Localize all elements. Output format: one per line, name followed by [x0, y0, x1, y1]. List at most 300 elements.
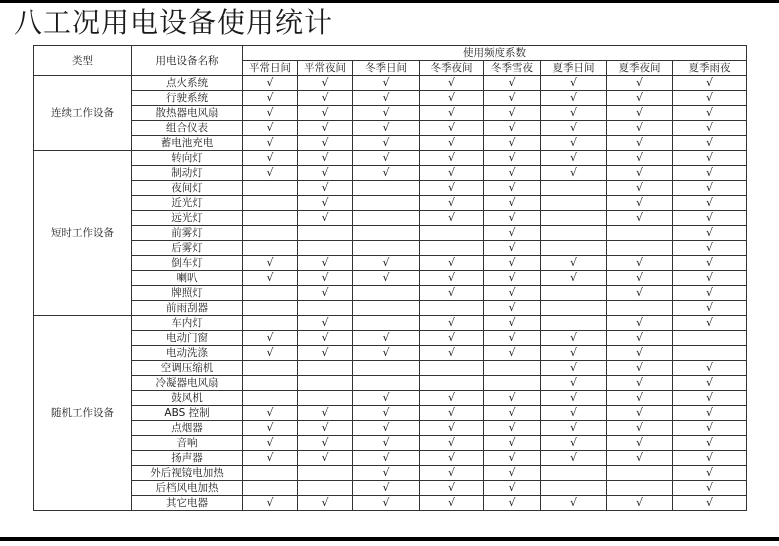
table-row [34, 286, 747, 301]
usage-mark-cell [607, 496, 673, 511]
header-condition: 平常夜间 [298, 61, 353, 76]
check-mark: √ [321, 166, 329, 179]
check-mark: √ [705, 391, 713, 404]
usage-mark-cell [353, 286, 420, 301]
device-name-cell: 牌照灯 [132, 286, 243, 301]
usage-mark-cell [607, 316, 673, 331]
usage-mark-cell [673, 76, 747, 91]
usage-table-body [34, 76, 747, 511]
usage-mark-cell [541, 166, 607, 181]
usage-mark-cell [420, 301, 484, 316]
usage-mark-cell [243, 331, 298, 346]
usage-mark-cell [353, 391, 420, 406]
usage-mark-cell [353, 361, 420, 376]
usage-mark-cell [673, 346, 747, 361]
usage-mark-cell [243, 361, 298, 376]
usage-mark-cell [298, 91, 353, 106]
usage-mark-cell [484, 376, 541, 391]
check-mark: √ [447, 196, 455, 209]
check-mark: √ [266, 256, 274, 269]
check-mark: √ [321, 436, 329, 449]
check-mark: √ [447, 151, 455, 164]
device-name-cell: 散热器电风扇 [132, 106, 243, 121]
device-name-cell: 车内灯 [132, 316, 243, 331]
check-mark: √ [321, 316, 329, 329]
usage-mark-cell [243, 121, 298, 136]
check-mark: √ [569, 106, 577, 119]
check-mark: √ [447, 466, 455, 479]
check-mark: √ [569, 91, 577, 104]
check-mark: √ [447, 316, 455, 329]
usage-mark-cell [420, 181, 484, 196]
usage-mark-cell [298, 391, 353, 406]
usage-mark-cell [420, 106, 484, 121]
usage-mark-cell [243, 406, 298, 421]
check-mark: √ [508, 241, 516, 254]
usage-mark-cell [353, 421, 420, 436]
usage-mark-cell [673, 286, 747, 301]
device-name-cell: 鼓风机 [132, 391, 243, 406]
usage-mark-cell [673, 136, 747, 151]
usage-mark-cell [607, 226, 673, 241]
usage-mark-cell [484, 361, 541, 376]
check-mark: √ [321, 76, 329, 89]
usage-mark-cell [298, 316, 353, 331]
check-mark: √ [635, 436, 643, 449]
device-name-cell: 其它电器 [132, 496, 243, 511]
check-mark: √ [705, 136, 713, 149]
check-mark: √ [569, 166, 577, 179]
check-mark: √ [705, 481, 713, 494]
check-mark: √ [569, 121, 577, 134]
usage-mark-cell [541, 436, 607, 451]
usage-mark-cell [541, 301, 607, 316]
usage-mark-cell [298, 496, 353, 511]
check-mark: √ [635, 496, 643, 509]
check-mark: √ [382, 451, 390, 464]
check-mark: √ [382, 151, 390, 164]
usage-mark-cell [607, 241, 673, 256]
usage-mark-cell [243, 376, 298, 391]
header-condition: 冬季夜间 [420, 61, 484, 76]
check-mark: √ [508, 91, 516, 104]
usage-mark-cell [298, 76, 353, 91]
usage-mark-cell [243, 106, 298, 121]
check-mark: √ [635, 136, 643, 149]
table-row [34, 271, 747, 286]
check-mark: √ [508, 106, 516, 119]
check-mark: √ [447, 436, 455, 449]
usage-mark-cell [298, 466, 353, 481]
check-mark: √ [447, 76, 455, 89]
usage-mark-cell [541, 331, 607, 346]
check-mark: √ [382, 481, 390, 494]
check-mark: √ [705, 406, 713, 419]
usage-mark-cell [420, 196, 484, 211]
usage-mark-cell [243, 466, 298, 481]
check-mark: √ [635, 331, 643, 344]
check-mark: √ [266, 106, 274, 119]
check-mark: √ [447, 256, 455, 269]
usage-mark-cell [484, 316, 541, 331]
usage-mark-cell [673, 226, 747, 241]
usage-mark-cell [607, 421, 673, 436]
check-mark: √ [321, 136, 329, 149]
check-mark: √ [382, 121, 390, 134]
check-mark: √ [705, 76, 713, 89]
check-mark: √ [321, 406, 329, 419]
check-mark: √ [569, 406, 577, 419]
check-mark: √ [635, 76, 643, 89]
usage-mark-cell [607, 481, 673, 496]
check-mark: √ [382, 76, 390, 89]
usage-mark-cell [607, 301, 673, 316]
check-mark: √ [705, 421, 713, 434]
check-mark: √ [569, 346, 577, 359]
usage-mark-cell [607, 151, 673, 166]
table-row [34, 361, 747, 376]
usage-mark-cell [484, 256, 541, 271]
device-name-cell: 前雾灯 [132, 226, 243, 241]
check-mark: √ [321, 256, 329, 269]
usage-mark-cell [607, 136, 673, 151]
usage-mark-cell [243, 136, 298, 151]
usage-mark-cell [243, 91, 298, 106]
usage-mark-cell [420, 211, 484, 226]
device-name-cell: 外后视镜电加热 [132, 466, 243, 481]
check-mark: √ [705, 91, 713, 104]
device-name-cell: 近光灯 [132, 196, 243, 211]
usage-mark-cell [607, 436, 673, 451]
usage-mark-cell [484, 451, 541, 466]
usage-mark-cell [298, 136, 353, 151]
device-name-cell: 转向灯 [132, 151, 243, 166]
check-mark: √ [705, 226, 713, 239]
check-mark: √ [569, 271, 577, 284]
check-mark: √ [705, 286, 713, 299]
usage-mark-cell [541, 256, 607, 271]
check-mark: √ [635, 196, 643, 209]
usage-mark-cell [420, 226, 484, 241]
usage-mark-cell [298, 301, 353, 316]
check-mark: √ [569, 421, 577, 434]
check-mark: √ [508, 166, 516, 179]
check-mark: √ [635, 271, 643, 284]
usage-mark-cell [541, 226, 607, 241]
usage-mark-cell [420, 241, 484, 256]
bottom-rule [0, 537, 779, 541]
device-name-cell: 蓄电池充电 [132, 136, 243, 151]
usage-mark-cell [353, 91, 420, 106]
usage-mark-cell [420, 331, 484, 346]
device-name-cell: 电动洗涤 [132, 346, 243, 361]
check-mark: √ [266, 346, 274, 359]
usage-mark-cell [298, 121, 353, 136]
usage-mark-cell [484, 91, 541, 106]
usage-mark-cell [353, 181, 420, 196]
check-mark: √ [321, 286, 329, 299]
usage-mark-cell [298, 166, 353, 181]
usage-mark-cell [298, 106, 353, 121]
usage-mark-cell [484, 406, 541, 421]
check-mark: √ [508, 121, 516, 134]
check-mark: √ [635, 346, 643, 359]
usage-mark-cell [484, 151, 541, 166]
table-row [34, 451, 747, 466]
usage-mark-cell [673, 151, 747, 166]
usage-mark-cell [353, 211, 420, 226]
usage-mark-cell [484, 331, 541, 346]
device-name-cell: 电动门窗 [132, 331, 243, 346]
check-mark: √ [508, 316, 516, 329]
usage-mark-cell [607, 256, 673, 271]
usage-mark-cell [673, 376, 747, 391]
usage-mark-cell [243, 496, 298, 511]
table-row [34, 166, 747, 181]
usage-mark-cell [353, 451, 420, 466]
usage-mark-cell [484, 496, 541, 511]
check-mark: √ [321, 346, 329, 359]
device-name-cell: 点火系统 [132, 76, 243, 91]
usage-mark-cell [673, 451, 747, 466]
check-mark: √ [266, 121, 274, 134]
check-mark: √ [705, 451, 713, 464]
check-mark: √ [635, 106, 643, 119]
usage-mark-cell [484, 241, 541, 256]
usage-mark-cell [420, 91, 484, 106]
usage-mark-cell [541, 466, 607, 481]
usage-mark-cell [541, 376, 607, 391]
usage-mark-cell [541, 346, 607, 361]
usage-mark-cell [607, 91, 673, 106]
check-mark: √ [508, 346, 516, 359]
table-row [34, 136, 747, 151]
table-row [34, 226, 747, 241]
usage-mark-cell [607, 106, 673, 121]
check-mark: √ [705, 496, 713, 509]
device-name-cell: 后档风电加热 [132, 481, 243, 496]
usage-mark-cell [353, 376, 420, 391]
usage-mark-cell [673, 406, 747, 421]
check-mark: √ [447, 481, 455, 494]
page-title: 八工况用电设备使用统计 [14, 6, 334, 39]
usage-mark-cell [298, 196, 353, 211]
check-mark: √ [705, 301, 713, 314]
usage-mark-cell [607, 166, 673, 181]
check-mark: √ [705, 241, 713, 254]
usage-mark-cell [243, 181, 298, 196]
check-mark: √ [321, 196, 329, 209]
check-mark: √ [705, 106, 713, 119]
check-mark: √ [705, 256, 713, 269]
usage-mark-cell [353, 136, 420, 151]
usage-mark-cell [298, 481, 353, 496]
device-name-cell: ABS 控制 [132, 406, 243, 421]
table-row [34, 331, 747, 346]
usage-mark-cell [243, 481, 298, 496]
usage-mark-cell [420, 361, 484, 376]
usage-mark-cell [541, 496, 607, 511]
check-mark: √ [508, 76, 516, 89]
usage-mark-cell [420, 121, 484, 136]
table-row [34, 121, 747, 136]
device-name-cell: 后雾灯 [132, 241, 243, 256]
usage-mark-cell [607, 121, 673, 136]
usage-table [33, 45, 747, 511]
check-mark: √ [447, 421, 455, 434]
check-mark: √ [635, 376, 643, 389]
check-mark: √ [447, 181, 455, 194]
table-row [34, 241, 747, 256]
usage-mark-cell [298, 331, 353, 346]
usage-mark-cell [673, 91, 747, 106]
usage-mark-cell [541, 286, 607, 301]
usage-mark-cell [298, 376, 353, 391]
device-name-cell: 行驶系统 [132, 91, 243, 106]
usage-mark-cell [541, 211, 607, 226]
usage-mark-cell [541, 136, 607, 151]
usage-mark-cell [673, 466, 747, 481]
header-device: 用电设备名称 [132, 46, 243, 76]
category-cell: 连续工作设备 [34, 76, 132, 151]
usage-mark-cell [353, 331, 420, 346]
usage-mark-cell [420, 391, 484, 406]
usage-mark-cell [353, 466, 420, 481]
check-mark: √ [569, 256, 577, 269]
check-mark: √ [508, 481, 516, 494]
check-mark: √ [266, 451, 274, 464]
usage-mark-cell [298, 211, 353, 226]
check-mark: √ [508, 466, 516, 479]
usage-mark-cell [420, 271, 484, 286]
check-mark: √ [705, 466, 713, 479]
top-rule [0, 0, 779, 3]
usage-mark-cell [353, 316, 420, 331]
check-mark: √ [705, 181, 713, 194]
check-mark: √ [635, 406, 643, 419]
usage-mark-cell [484, 121, 541, 136]
usage-mark-cell [298, 451, 353, 466]
usage-mark-cell [298, 271, 353, 286]
usage-mark-cell [243, 76, 298, 91]
check-mark: √ [705, 436, 713, 449]
usage-mark-cell [607, 346, 673, 361]
check-mark: √ [508, 301, 516, 314]
check-mark: √ [569, 76, 577, 89]
usage-mark-cell [673, 331, 747, 346]
usage-mark-cell [298, 421, 353, 436]
usage-mark-cell [607, 331, 673, 346]
usage-mark-cell [541, 121, 607, 136]
header-condition: 夏季雨夜 [673, 61, 747, 76]
check-mark: √ [447, 331, 455, 344]
usage-mark-cell [298, 286, 353, 301]
check-mark: √ [447, 451, 455, 464]
check-mark: √ [447, 166, 455, 179]
usage-mark-cell [243, 271, 298, 286]
check-mark: √ [447, 406, 455, 419]
check-mark: √ [447, 271, 455, 284]
usage-mark-cell [541, 106, 607, 121]
check-mark: √ [569, 436, 577, 449]
header-type: 类型 [34, 46, 132, 76]
check-mark: √ [705, 151, 713, 164]
check-mark: √ [321, 331, 329, 344]
usage-mark-cell [243, 256, 298, 271]
check-mark: √ [635, 256, 643, 269]
check-mark: √ [382, 421, 390, 434]
usage-mark-cell [541, 181, 607, 196]
usage-mark-cell [420, 76, 484, 91]
check-mark: √ [447, 91, 455, 104]
check-mark: √ [569, 376, 577, 389]
usage-mark-cell [420, 166, 484, 181]
usage-mark-cell [243, 391, 298, 406]
usage-mark-cell [673, 481, 747, 496]
device-name-cell: 前雨刮器 [132, 301, 243, 316]
check-mark: √ [321, 421, 329, 434]
usage-mark-cell [541, 241, 607, 256]
table-row [34, 391, 747, 406]
check-mark: √ [382, 136, 390, 149]
check-mark: √ [266, 406, 274, 419]
usage-mark-cell [420, 286, 484, 301]
usage-mark-cell [298, 346, 353, 361]
check-mark: √ [266, 136, 274, 149]
table-row [34, 106, 747, 121]
usage-mark-cell [353, 256, 420, 271]
check-mark: √ [382, 466, 390, 479]
usage-mark-cell [607, 451, 673, 466]
usage-mark-cell [243, 301, 298, 316]
usage-mark-cell [541, 196, 607, 211]
usage-mark-cell [420, 421, 484, 436]
usage-mark-cell [484, 391, 541, 406]
check-mark: √ [508, 421, 516, 434]
usage-mark-cell [243, 211, 298, 226]
usage-mark-cell [541, 481, 607, 496]
usage-mark-cell [484, 421, 541, 436]
check-mark: √ [508, 271, 516, 284]
header-condition: 夏季日间 [541, 61, 607, 76]
usage-mark-cell [298, 436, 353, 451]
header-condition: 夏季夜间 [607, 61, 673, 76]
usage-mark-cell [420, 451, 484, 466]
usage-mark-cell [243, 436, 298, 451]
usage-mark-cell [484, 226, 541, 241]
usage-mark-cell [484, 211, 541, 226]
usage-mark-cell [420, 316, 484, 331]
table-row [34, 496, 747, 511]
usage-mark-cell [298, 406, 353, 421]
table-row [34, 181, 747, 196]
header-condition: 平常日间 [243, 61, 298, 76]
usage-mark-cell [484, 271, 541, 286]
table-row [34, 481, 747, 496]
usage-mark-cell [484, 346, 541, 361]
usage-mark-cell [673, 301, 747, 316]
usage-mark-cell [420, 466, 484, 481]
usage-mark-cell [420, 136, 484, 151]
check-mark: √ [266, 76, 274, 89]
check-mark: √ [635, 166, 643, 179]
usage-mark-cell [420, 376, 484, 391]
usage-mark-cell [353, 346, 420, 361]
usage-mark-cell [484, 136, 541, 151]
usage-mark-cell [541, 451, 607, 466]
usage-mark-cell [243, 286, 298, 301]
usage-mark-cell [607, 181, 673, 196]
